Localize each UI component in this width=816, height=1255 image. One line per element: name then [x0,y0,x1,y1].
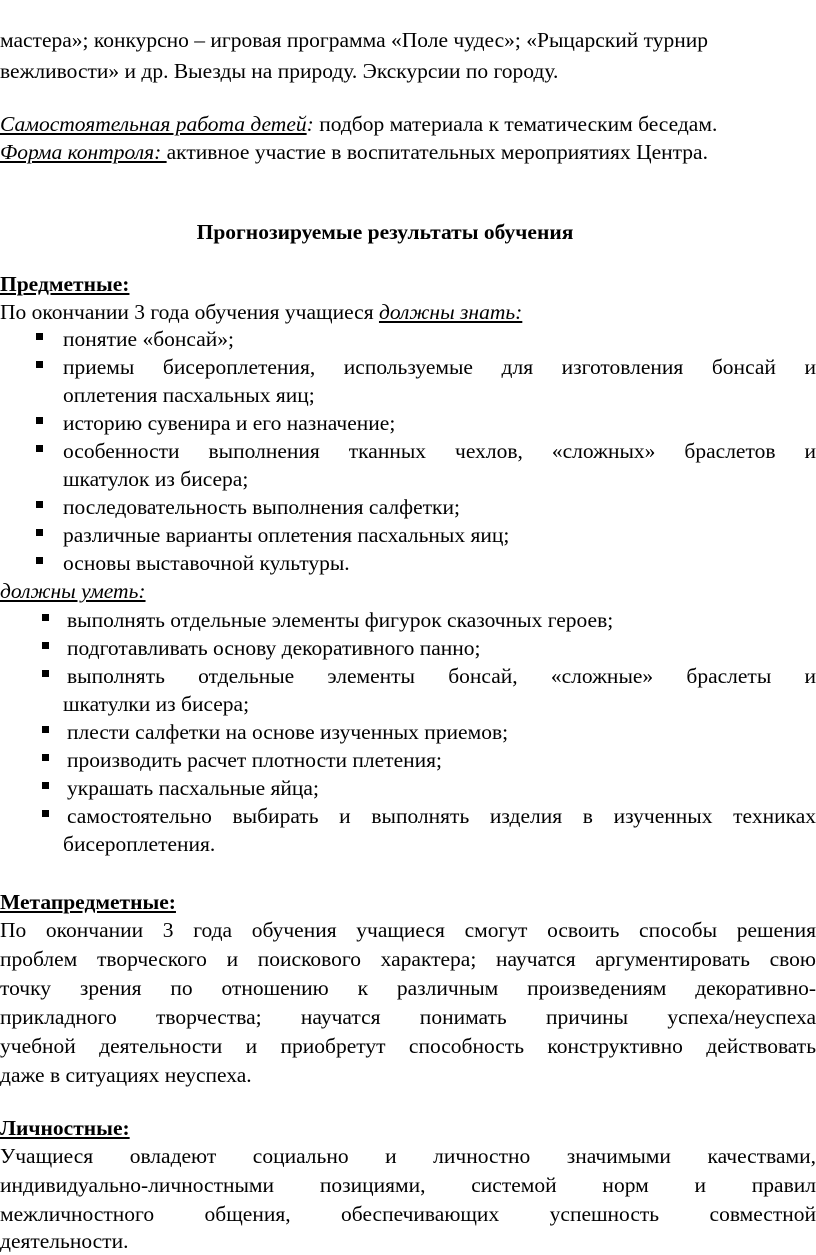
bullet-marker [42,726,49,733]
subject-heading: Предметные: [0,272,130,296]
subject-intro-line [0,298,522,326]
personal-line: Учащиеся овладеют социально и личностно значимыми качествами, [0,1144,816,1168]
self-work-colon: : [306,112,314,136]
control-label: Форма контроля: [0,140,167,164]
meta-line: точку зрения по отношению к различным произведениям декоративно- [0,976,816,1000]
personal-heading: Личностные: [0,1116,130,1140]
know-item-continued: оплетения пасхальных яиц; [63,383,315,407]
personal-line: деятельности. [0,1229,129,1253]
bullet-marker [36,417,43,424]
know-item: основы выставочной культуры. [63,551,350,575]
know-label: должны знать: [378,300,523,324]
bullet-marker [36,557,43,564]
meta-line: учебной деятельности и приобретут способность конструктивно действовать [0,1034,816,1058]
paragraph-line: мастера»; конкурсно – игровая программа «Поле чудес»; «Рыцарский турнир [0,28,708,52]
bullet-marker [36,361,43,368]
know-item: историю сувенира и его назначение; [63,411,396,435]
can-item: производить расчет плотности плетения; [67,748,442,772]
control-line [0,138,708,166]
personal-line: межличностного общения, обеспечивающих успешность совместной [0,1202,816,1226]
bullet-marker [42,670,49,677]
know-item: последовательность выполнения салфетки; [63,495,460,519]
self-work-label: Самостоятельная работа детей [0,112,307,136]
control-text: активное участие в воспитательных мероприятиях Центра. [166,140,708,164]
know-item: понятие «бонсай»; [63,327,234,351]
bullet-marker [42,810,49,817]
self-work-text: подбор материала к тематическим беседам. [313,112,718,136]
bullet-marker [42,614,49,621]
subject-intro: По окончании 3 года обучения учащиеся [0,300,379,324]
can-item: самостоятельно выбирать и выполнять изделия в изученных техниках [67,804,816,828]
know-item-continued: шкатулок из бисера; [63,467,249,491]
know-item: различные варианты оплетения пасхальных яиц; [63,523,510,547]
meta-line: По окончании 3 года обучения учащиеся смогут освоить способы решения [0,918,816,942]
results-title: Прогнозируемые результаты обучения [196,220,574,244]
bullet-marker [36,501,43,508]
meta-line: даже в ситуациях неуспеха. [0,1063,252,1087]
can-item: плести салфетки на основе изученных приемов; [67,720,509,744]
can-item: подготавливать основу декоративного панно; [67,636,481,660]
bullet-marker [36,445,43,452]
meta-heading: Метапредметные: [0,890,176,914]
can-item: выполнять отдельные элементы бонсай, «сложные» браслеты и [67,664,816,688]
paragraph-line: вежливости» и др. Выезды на природу. Экскурсии по городу. [0,59,559,83]
personal-line: индивидуально-личностными позициями, системой норм и правил [0,1173,816,1197]
bullet-marker [42,782,49,789]
meta-line: проблем творческого и поискового характера; научатся аргументировать свою [0,947,816,971]
bullet-marker [36,529,43,536]
can-item-continued: шкатулки из бисера; [63,692,250,716]
know-item: особенности выполнения тканных чехлов, «сложных» браслетов и [63,439,816,463]
bullet-marker [42,754,49,761]
bullet-marker [42,642,49,649]
can-item: выполнять отдельные элементы фигурок сказочных героев; [67,608,614,632]
can-item-continued: бисероплетения. [63,832,216,856]
can-item: украшать пасхальные яйца; [67,776,319,800]
bullet-marker [36,333,43,340]
can-label: должны уметь: [0,579,146,603]
meta-line: прикладного творчества; научатся понимать причины успеха/неуспеха [0,1005,816,1029]
know-item: приемы бисероплетения, используемые для изготовления бонсай и [63,355,816,379]
self-work-line [0,110,717,138]
